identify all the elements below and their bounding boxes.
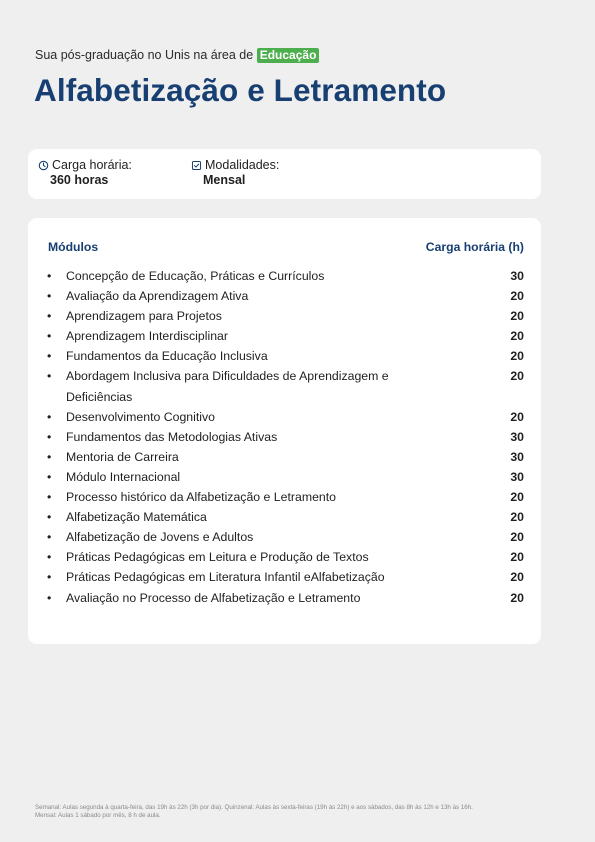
area-line (35, 48, 319, 63)
module-name: Desenvolvimento Cognitivo (66, 409, 216, 424)
module-row (46, 306, 524, 326)
modules-column-header: Módulos (48, 240, 99, 254)
module-row (46, 527, 524, 547)
footnote-line-1: Semanal: Aulas segunda à quarta-feira, das 19h às 22h (3h por dia). Quinzenal: Aulas às sexta-feiras (19h às 22h) e aos sábados, das 8h às 12h e 13h às 16h. (35, 804, 473, 811)
module-name: Módulo Internacional (66, 469, 181, 484)
module-name: Fundamentos da Educação Inclusiva (66, 349, 268, 364)
checkbox-icon (191, 160, 202, 171)
footnote-line-2: Mensal: Aulas 1 sábado por mês, 8 h de aula. (35, 812, 161, 820)
module-hours: 20 (510, 289, 524, 304)
bullet-icon: • (47, 269, 52, 283)
modality-value: Mensal (203, 173, 246, 187)
modality-info (191, 158, 279, 187)
area-badge: Educação (257, 48, 320, 63)
area-subtitle: Sua pós-graduação no Unis na área de (35, 48, 254, 62)
module-name: Fundamentos das Metodologias Ativas (66, 429, 278, 444)
module-row (46, 588, 524, 608)
module-name: Processo histórico da Alfabetização e Letramento (66, 490, 337, 505)
bullet-icon: • (47, 469, 52, 484)
module-row (46, 407, 524, 427)
module-row (46, 467, 524, 487)
bullet-icon: • (47, 329, 52, 344)
modules-card (28, 218, 541, 644)
module-name: Concepção de Educação, Práticas e Currículos (66, 269, 325, 283)
module-hours: 20 (510, 550, 524, 565)
info-card (28, 149, 541, 199)
module-hours: 30 (510, 449, 524, 464)
module-row (46, 507, 524, 527)
module-hours: 20 (510, 329, 524, 344)
module-hours: 20 (510, 570, 524, 585)
module-hours: 30 (510, 469, 524, 484)
module-hours: 30 (510, 269, 524, 283)
module-hours: 30 (510, 429, 524, 444)
module-row (46, 447, 524, 467)
bullet-icon: • (47, 510, 52, 525)
module-name: Alfabetização de Jovens e Adultos (66, 530, 254, 545)
workload-label: Carga horária: (52, 158, 132, 172)
bullet-icon: • (47, 530, 52, 545)
page-title: Alfabetização e Letramento (34, 72, 447, 108)
module-row (46, 366, 524, 406)
bullet-icon: • (47, 369, 52, 384)
module-name: Práticas Pedagógicas em Literatura Infantil eAlfabetização (66, 570, 385, 585)
module-row (46, 427, 524, 447)
modality-label: Modalidades: (205, 158, 280, 172)
clock-icon (38, 160, 49, 171)
module-row (46, 326, 524, 346)
module-name: Aprendizagem para Projetos (66, 309, 222, 324)
module-hours: 20 (510, 349, 524, 364)
module-row (46, 567, 524, 587)
bullet-icon: • (47, 590, 52, 605)
module-hours: 20 (510, 309, 524, 324)
workload-info (38, 158, 132, 187)
bullet-icon: • (47, 550, 52, 565)
bullet-icon: • (47, 349, 52, 364)
footnote (35, 804, 555, 820)
module-name: Abordagem Inclusiva para Dificuldades de Aprendizagem e Deficiências (66, 369, 389, 404)
module-row (46, 487, 524, 507)
module-name: Avaliação no Processo de Alfabetização e Letramento (66, 590, 361, 605)
module-name: Mentoria de Carreira (66, 449, 179, 464)
module-row (46, 547, 524, 567)
bullet-icon: • (47, 490, 52, 505)
modules-header (48, 240, 524, 254)
module-hours: 20 (510, 490, 524, 505)
module-hours: 20 (510, 590, 524, 605)
modules-list (46, 266, 524, 608)
module-row (46, 346, 524, 366)
bullet-icon: • (47, 449, 52, 464)
module-name: Avaliação da Aprendizagem Ativa (66, 289, 249, 304)
module-hours: 20 (510, 409, 524, 424)
bullet-icon: • (47, 570, 52, 585)
module-row (46, 266, 524, 286)
bullet-icon: • (47, 289, 52, 304)
module-hours: 20 (510, 530, 524, 545)
module-hours: 20 (510, 510, 524, 525)
bullet-icon: • (47, 409, 52, 424)
module-hours: 20 (510, 369, 524, 384)
workload-value: 360 horas (50, 173, 109, 187)
module-name: Aprendizagem Interdisciplinar (66, 329, 228, 344)
hours-column-header: Carga horária (h) (425, 240, 524, 254)
bullet-icon: • (47, 309, 52, 324)
bullet-icon: • (47, 429, 52, 444)
module-name: Práticas Pedagógicas em Leitura e Produção de Textos (66, 550, 369, 565)
module-row (46, 286, 524, 306)
module-name: Alfabetização Matemática (66, 510, 207, 525)
